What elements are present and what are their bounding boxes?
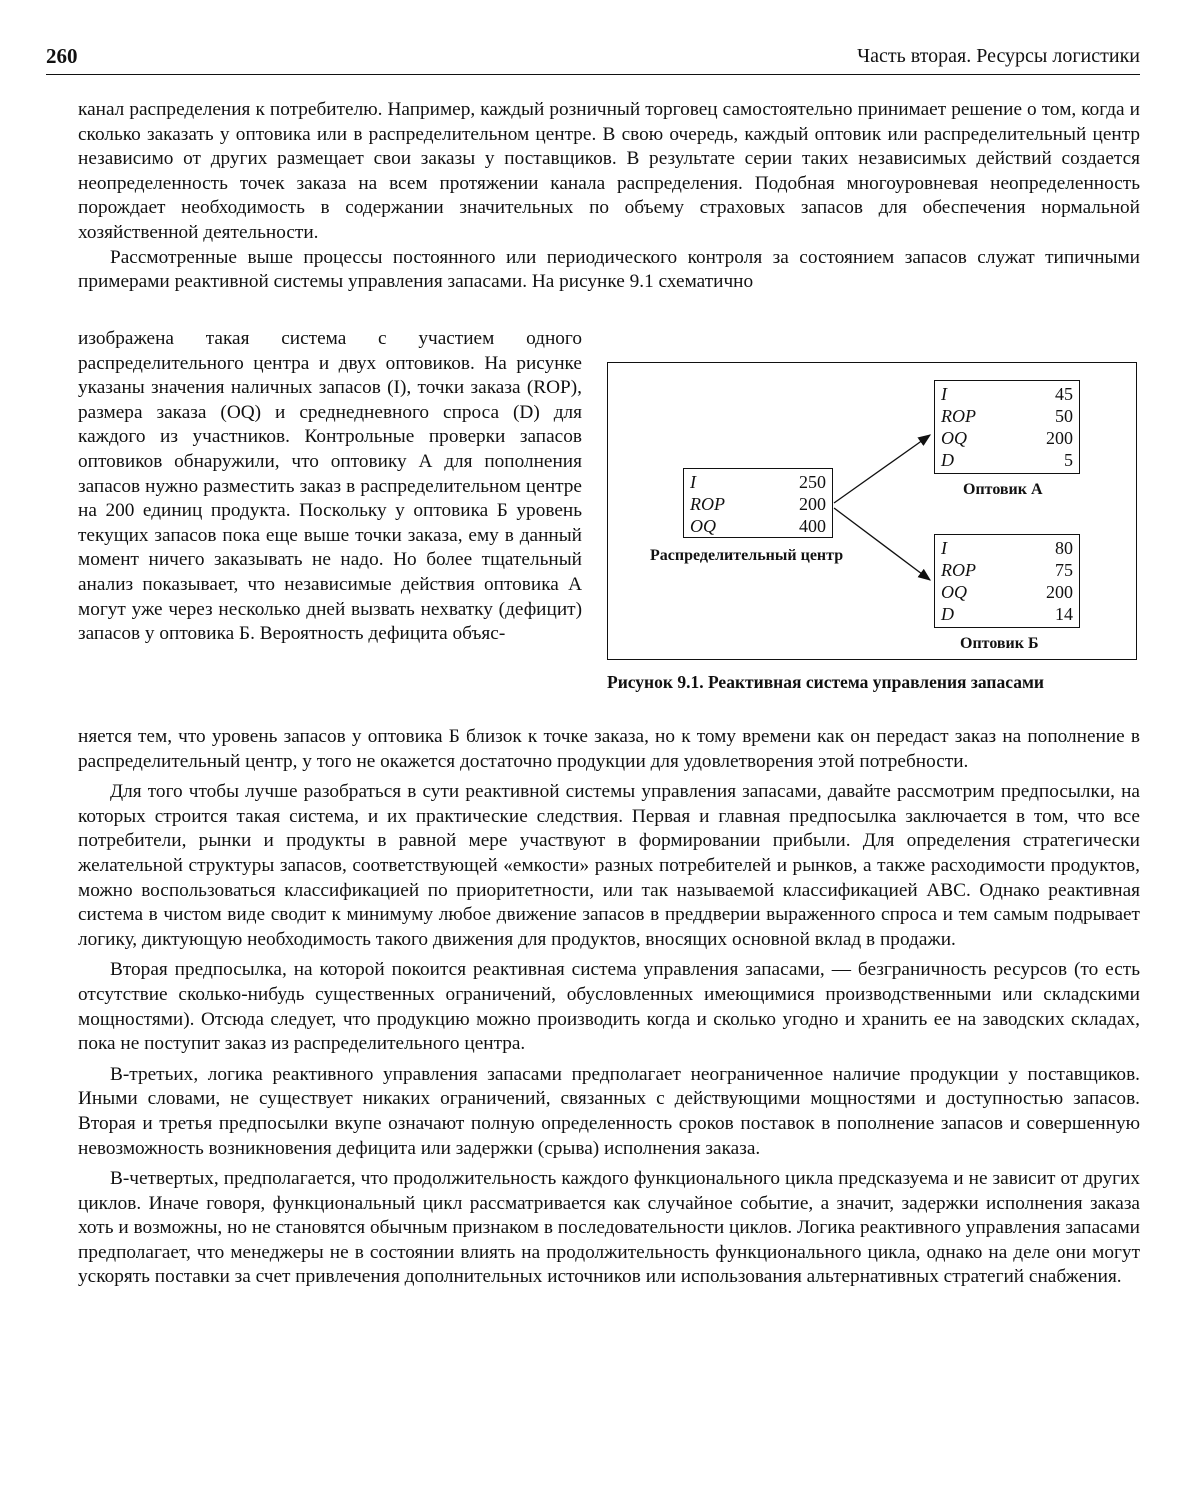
node-row	[941, 383, 1073, 405]
paragraph: В-третьих, логика реактивного управления запасами предполагает неограниченное наличие продукции у поставщиков. Иными словами, не существует никаких ограничений, связанных с действующими мощностями и доступностью запасов. Вторая и третья предпосылки вкупе означают полную определенность сроков поставок в пополнение запасов и совершенную невозможность возникновения дефицита или задержки (срыва) исполнения заказа.	[78, 1063, 1140, 1159]
text-block-wrapped	[78, 327, 582, 647]
row-key: ROP	[690, 494, 725, 514]
paragraph: канал распределения к потребителю. Например, каждый розничный торговец самостоятельно принимает решение о том, когда и сколько заказать у оптовика или в распределительном центре. В свою очередь, каждый оптовик или распределительный центр независимо от других размещает свои заказы у поставщиков. В результате серии таких независимых действий создается неопределенность точек заказа на всем протяжении канала распределения. Подобная многоуровневая неопределенность порождает необходимость в содержании значительных по объему страховых запасов для обеспечения нормальной хозяйственной деятельности.	[78, 99, 1140, 243]
row-value: 400	[799, 516, 826, 536]
row-value: 250	[799, 472, 826, 492]
node-row	[941, 427, 1073, 449]
node-row	[690, 471, 826, 493]
row-value: 75	[1055, 560, 1073, 580]
node-row	[690, 493, 826, 515]
running-title: Часть вторая. Ресурсы логистики	[857, 45, 1140, 67]
row-key: OQ	[941, 582, 967, 602]
wholesaler-a-node	[934, 380, 1080, 474]
row-key: D	[941, 450, 954, 470]
node-row	[941, 603, 1073, 625]
row-key: I	[941, 538, 947, 558]
node-row	[941, 581, 1073, 603]
paragraph: няется тем, что уровень запасов у оптовика Б близок к точке заказа, но к тому времени как он передаст заказ на пополнение в распределительный центр, у того не окажется достаточно продукции для удовлетворения этой потребности.	[78, 726, 1140, 772]
row-value: 50	[1055, 406, 1073, 426]
paragraph: Вторая предпосылка, на которой покоится реактивная система управления запасами, — безграничность ресурсов (то есть отсутствие сколько-нибудь существенных ограничений, обусловленных имеющимися производственными или складскими мощностями). Отсюда следует, что продукцию можно производить когда и сколько угодно и хранить ее на заводских складах, пока не поступит заказ из распределительного центра.	[78, 959, 1140, 1055]
paragraph: Рассмотренные выше процессы постоянного или периодического контроля за состоянием запасов служат типичными примерами реактивной системы управления запасами. На рисунке 9.1 схематично	[78, 246, 1140, 293]
row-value: 200	[1046, 582, 1073, 602]
node-row	[941, 537, 1073, 559]
wholesaler-b-node	[934, 534, 1080, 628]
row-key: ROP	[941, 560, 976, 580]
row-key: I	[690, 472, 696, 492]
paragraph: изображена такая система с участием одного распределительного центра и двух оптовиков. На рисунке указаны значения наличных запасов (I), точки заказа (ROP), размера заказа (OQ) и среднедневного спроса (D) для каждого из участников. Контрольные проверки запасов оптовиков обнаружили, что оптовику А для пополнения запасов нужно разместить заказ в распределительном центре на 200 единиц продукта. Поскольку у оптовика Б уровень текущих запасов пока еще выше точки заказа, ему в данный момент ничего заказывать не надо. Но более тщательный анализ показывает, что независимые действия оптовика А могут уже через несколько дней вызвать нехватку (дефицит) запасов у оптовика Б. Вероятность дефицита объяс-	[78, 328, 582, 645]
page-header	[46, 44, 1140, 75]
row-value: 5	[1064, 450, 1073, 470]
wholesaler-a-label: Оптовик А	[963, 481, 1043, 498]
row-value: 45	[1055, 384, 1073, 404]
row-value: 80	[1055, 538, 1073, 558]
row-key: I	[941, 384, 947, 404]
page-number: 260	[46, 44, 78, 68]
distribution-center-label: Распределительный центр	[650, 547, 844, 564]
row-key: D	[941, 604, 954, 624]
row-key: OQ	[690, 516, 716, 536]
row-key: OQ	[941, 428, 967, 448]
arrow-to-wholesaler-a	[834, 435, 930, 503]
arrow-to-wholesaler-b	[834, 508, 930, 580]
row-value: 200	[799, 494, 826, 514]
row-value: 200	[1046, 428, 1073, 448]
text-block-bottom	[78, 725, 1140, 1290]
figure-caption: Рисунок 9.1. Реактивная система управления запасами	[607, 672, 1044, 692]
paragraph: В-четвертых, предполагается, что продолжительность каждого функционального цикла предсказуема и не зависит от других циклов. Иначе говоря, функциональный цикл рассматривается как случайное событие, а значит, задержки исполнения заказа хоть и возможны, но не становятся обычным признаком в последовательности циклов. Логика реактивного управления запасами предполагает, что менеджеры не в состоянии влиять на продолжительность функционального цикла, однако на деле они могут ускорять поставки за счет привлечения дополнительных источников или использования альтернативных стратегий снабжения.	[78, 1168, 1140, 1288]
figure-diagram	[607, 362, 1137, 660]
text-block-top	[78, 98, 1140, 295]
wholesaler-b-label: Оптовик Б	[960, 635, 1039, 652]
node-row	[941, 559, 1073, 581]
row-key: ROP	[941, 406, 976, 426]
distribution-center-node	[683, 468, 833, 538]
row-value: 14	[1055, 604, 1073, 624]
node-row	[941, 405, 1073, 427]
node-row	[941, 449, 1073, 471]
paragraph: Для того чтобы лучше разобраться в сути реактивной системы управления запасами, давайте рассмотрим предпосылки, на которых строится такая система, и их практические следствия. Первая и главная предпосылка заключается в том, что все потребители, рынки и продукты в равной мере участвуют в формировании прибыли. Для определения стратегически желательной структуры запасов, соответствующей «емкости» разных потребителей и рынков, а также расходимости продуктов, можно воспользоваться классификацией по приоритетности, или так называемой классификацией ABC. Однако реактивная система в чистом виде сводит к минимуму любое движение запасов в преддверии выраженного спроса и тем самым подрывает логику, диктующую необходимость такого движения для продуктов, вносящих основной вклад в продажи.	[78, 781, 1140, 950]
node-row	[690, 515, 826, 537]
